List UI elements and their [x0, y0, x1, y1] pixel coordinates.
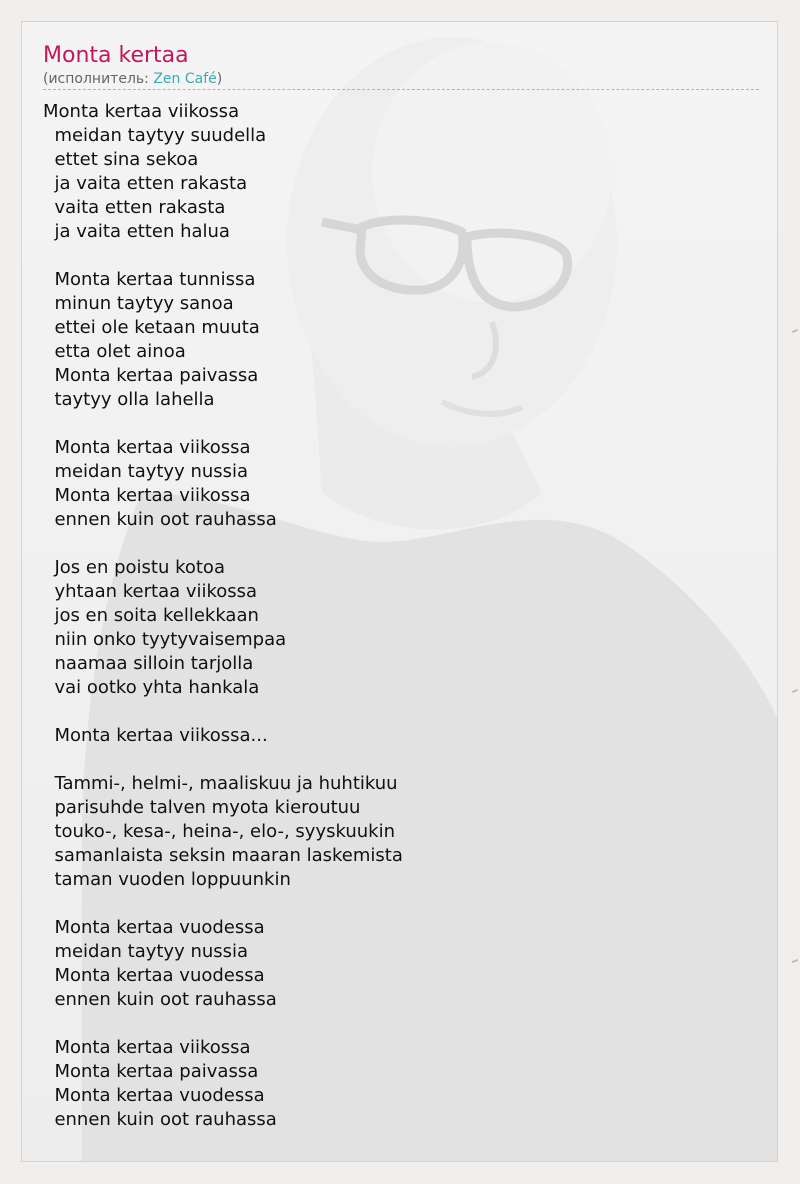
artist-link[interactable]: Zen Café	[153, 71, 217, 87]
lyrics-text: Monta kertaa viikossa meidan taytyy suudella ettet sina sekoa ja vaita etten rakasta vaita etten rakasta ja vaita etten halua Monta kertaa tunnissa minun taytyy sanoa ettei ole ketaan muuta etta olet ainoa Monta kertaa paivassa taytyy olla lahella Monta kertaa viikossa meidan taytyy nussia Monta kertaa viikossa ennen kuin oot rauhassa Jos en poistu kotoa yhtaan kertaa viikossa jos en soita kellekkaan niin onko tyytyvaisempaa naamaa silloin tarjolla vai ootko yhta hankala Monta kertaa viikossa... Tammi-, helmi-, maaliskuu ja huhtikuu parisuhde talven myota kieroutuu touko-, kesa-, heina-, elo-, syyskuukin samanlaista seksin maaran laskemista taman vuoden loppuunkin Monta kertaa vuodessa meidan taytyy nussia Monta kertaa vuodessa ennen kuin oot rauhassa Monta kertaa viikossa Monta kertaa paivassa Monta kertaa vuodessa ennen kuin oot rauhassa	[43, 101, 403, 1130]
artist-suffix: )	[216, 71, 223, 87]
decorative-edge-mark	[792, 959, 798, 963]
artist-line	[43, 70, 222, 88]
song-content	[22, 22, 778, 1162]
title-divider	[43, 89, 759, 90]
decorative-edge-mark	[792, 689, 798, 693]
song-title: Monta kertaa	[43, 43, 189, 68]
decorative-edge-mark	[792, 329, 798, 333]
lyrics-card	[21, 21, 778, 1162]
artist-prefix: (исполнитель:	[43, 71, 154, 87]
